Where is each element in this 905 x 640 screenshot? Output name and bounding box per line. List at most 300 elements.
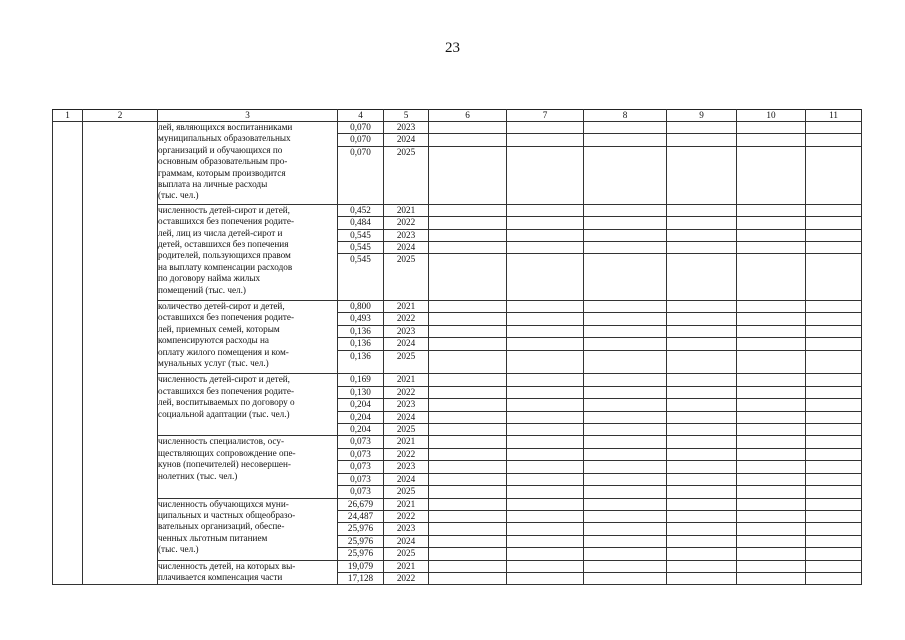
indicator-value: 0,484 [338,217,384,229]
empty-cell-col-8 [584,399,667,411]
empty-cell-col-10 [737,498,806,510]
col-header-2: 2 [83,110,158,122]
description-line: численность детей, на которых вы- [158,560,296,571]
empty-cell-col-6 [429,411,507,423]
col-header-6: 6 [429,110,507,122]
indicator-year: 2025 [384,146,429,204]
empty-cell-col-9 [667,146,737,204]
indicator-value: 25,976 [338,535,384,547]
description-line: ченных льготным питанием [158,532,268,543]
indicator-value: 19,079 [338,560,384,572]
empty-cell-col-7 [507,229,584,241]
empty-cell-col-8 [584,204,667,216]
indicator-year: 2023 [384,229,429,241]
empty-cell-col-8 [584,313,667,325]
indicator-value: 0,204 [338,399,384,411]
empty-cell-col-9 [667,548,737,560]
empty-cell-col-10 [737,217,806,229]
empty-cell-col-7 [507,572,584,584]
empty-cell-col-7 [507,560,584,572]
indicator-value: 25,976 [338,523,384,535]
indicator-value: 0,136 [338,338,384,350]
table-row [53,560,862,572]
empty-cell-col-8 [584,134,667,146]
indicator-year: 2024 [384,535,429,547]
empty-cell-col-6 [429,134,507,146]
indicator-year: 2025 [384,548,429,560]
empty-cell-col-7 [507,486,584,498]
indicator-value: 0,169 [338,374,384,386]
empty-cell-col-9 [667,374,737,386]
indicator-year: 2024 [384,134,429,146]
indicator-value: 26,679 [338,498,384,510]
empty-cell-col-11 [806,486,862,498]
empty-cell-col-10 [737,411,806,423]
description-line: кунов (попечителей) несовершен- [158,459,291,470]
empty-cell-col-11 [806,254,862,301]
empty-cell-col-9 [667,350,737,374]
empty-cell-col-8 [584,473,667,485]
empty-cell-col-11 [806,313,862,325]
indicator-year: 2022 [384,386,429,398]
empty-cell-col-9 [667,473,737,485]
empty-cell-col-11 [806,448,862,460]
empty-cell-col-6 [429,374,507,386]
empty-cell-col-8 [584,411,667,423]
empty-cell-col-10 [737,461,806,473]
empty-cell-col-11 [806,146,862,204]
col-header-9: 9 [667,110,737,122]
empty-cell-col-8 [584,350,667,374]
empty-cell-col-9 [667,535,737,547]
empty-cell-col-11 [806,523,862,535]
page-number: 23 [445,40,460,56]
empty-cell-col-9 [667,436,737,448]
indicator-value: 24,487 [338,510,384,522]
description-line: по договору найма жилых [158,273,261,284]
empty-cell-col-10 [737,204,806,216]
empty-cell-col-9 [667,217,737,229]
table-row [53,301,862,313]
empty-cell-col-6 [429,523,507,535]
empty-cell-col-10 [737,386,806,398]
empty-cell-col-9 [667,204,737,216]
empty-cell-col-10 [737,523,806,535]
indicator-description [158,301,338,374]
empty-cell-col-6 [429,572,507,584]
indicator-value: 0,070 [338,122,384,134]
empty-cell-col-7 [507,313,584,325]
empty-cell-col-9 [667,229,737,241]
description-line: нолетних (тыс. чел.) [158,470,238,481]
empty-cell-col-9 [667,325,737,337]
empty-cell-col-8 [584,229,667,241]
empty-cell-col-6 [429,498,507,510]
empty-cell-col-8 [584,338,667,350]
indicator-value: 17,128 [338,572,384,584]
empty-cell-col-6 [429,486,507,498]
indicator-value: 0,800 [338,301,384,313]
empty-cell-col-8 [584,242,667,254]
empty-cell-col-10 [737,338,806,350]
empty-cell-col-7 [507,242,584,254]
empty-cell-col-8 [584,386,667,398]
empty-cell-col-7 [507,301,584,313]
empty-cell-col-11 [806,122,862,134]
empty-cell-col-8 [584,217,667,229]
empty-cell-col-6 [429,350,507,374]
empty-cell-col-8 [584,254,667,301]
description-line: мунальных услуг (тыс. чел.) [158,358,269,369]
empty-cell-col-7 [507,498,584,510]
indicator-description [158,374,338,436]
description-line: на выплату компенсации расходов [158,261,293,272]
empty-cell-col-7 [507,473,584,485]
description-line: компенсируются расходы на [158,335,270,346]
table-row [53,122,862,134]
description-line: оставшихся без попечения родите- [158,312,295,323]
empty-cell-col-11 [806,548,862,560]
empty-cell-col-8 [584,523,667,535]
indicator-value: 0,493 [338,313,384,325]
empty-cell-col-10 [737,436,806,448]
empty-cell-col-8 [584,448,667,460]
empty-cell-col-7 [507,548,584,560]
empty-cell-col-9 [667,386,737,398]
empty-cell-col-9 [667,399,737,411]
empty-cell-col-11 [806,424,862,436]
empty-cell-col-9 [667,301,737,313]
empty-cell-col-10 [737,548,806,560]
col-header-8: 8 [584,110,667,122]
description-line: численность детей-сирот и детей, [158,374,290,385]
empty-cell-col-10 [737,424,806,436]
empty-cell-col-8 [584,498,667,510]
indicator-year: 2023 [384,325,429,337]
empty-cell-col-9 [667,313,737,325]
indicator-description [158,436,338,498]
empty-cell-col-8 [584,374,667,386]
empty-cell-col-8 [584,301,667,313]
empty-cell-col-11 [806,229,862,241]
empty-cell-col-7 [507,535,584,547]
empty-cell-col-7 [507,510,584,522]
empty-cell-col-7 [507,386,584,398]
empty-cell-col-10 [737,313,806,325]
indicator-value: 0,073 [338,448,384,460]
description-line: ципальных и частных общеобразо- [158,509,296,520]
indicator-value: 0,070 [338,146,384,204]
empty-cell-col-6 [429,229,507,241]
empty-cell-col-6 [429,204,507,216]
indicator-value: 0,073 [338,461,384,473]
indicator-value: 0,073 [338,436,384,448]
indicator-year: 2024 [384,411,429,423]
empty-cell-col-11 [806,301,862,313]
empty-cell-col-10 [737,572,806,584]
table-row [53,204,862,216]
description-line: ществляющих сопровождение опе- [158,447,296,458]
empty-cell-col-7 [507,436,584,448]
empty-cell-col-6 [429,313,507,325]
empty-cell-col-9 [667,254,737,301]
empty-cell-col-10 [737,134,806,146]
empty-cell-col-6 [429,338,507,350]
indicator-value: 0,545 [338,229,384,241]
empty-cell-col-11 [806,572,862,584]
empty-cell-col-6 [429,146,507,204]
empty-cell-col-8 [584,572,667,584]
indicator-year: 2024 [384,338,429,350]
column-2-cell [83,122,158,585]
column-number-row [53,110,862,122]
empty-cell-col-11 [806,242,862,254]
empty-cell-col-11 [806,535,862,547]
empty-cell-col-7 [507,399,584,411]
col-header-10: 10 [737,110,806,122]
empty-cell-col-10 [737,560,806,572]
indicator-year: 2021 [384,436,429,448]
indicator-year: 2025 [384,350,429,374]
empty-cell-col-10 [737,473,806,485]
indicator-table [52,109,862,585]
description-line: (тыс. чел.) [158,190,199,201]
description-line: основным образовательным про- [158,156,288,167]
description-line: численность специалистов, осу- [158,436,285,447]
description-line: оставшихся без попечения родите- [158,385,295,396]
empty-cell-col-10 [737,301,806,313]
indicator-value: 25,976 [338,548,384,560]
indicator-value: 0,136 [338,350,384,374]
empty-cell-col-9 [667,424,737,436]
indicator-value: 0,452 [338,204,384,216]
indicator-description [158,122,338,205]
indicator-year: 2022 [384,313,429,325]
indicator-value: 0,073 [338,473,384,485]
empty-cell-col-8 [584,486,667,498]
empty-cell-col-7 [507,217,584,229]
indicator-year: 2022 [384,510,429,522]
indicator-year: 2021 [384,374,429,386]
empty-cell-col-9 [667,411,737,423]
empty-cell-col-8 [584,146,667,204]
indicator-year: 2025 [384,424,429,436]
empty-cell-col-7 [507,374,584,386]
empty-cell-col-10 [737,229,806,241]
empty-cell-col-8 [584,424,667,436]
empty-cell-col-6 [429,122,507,134]
empty-cell-col-8 [584,325,667,337]
indicator-value: 0,545 [338,254,384,301]
empty-cell-col-11 [806,325,862,337]
empty-cell-col-11 [806,204,862,216]
empty-cell-col-11 [806,411,862,423]
empty-cell-col-11 [806,338,862,350]
empty-cell-col-6 [429,242,507,254]
empty-cell-col-8 [584,436,667,448]
indicator-year: 2022 [384,572,429,584]
empty-cell-col-11 [806,350,862,374]
empty-cell-col-11 [806,560,862,572]
indicator-year: 2022 [384,448,429,460]
empty-cell-col-11 [806,134,862,146]
empty-cell-col-11 [806,374,862,386]
empty-cell-col-6 [429,325,507,337]
empty-cell-col-7 [507,254,584,301]
indicator-year: 2025 [384,254,429,301]
description-line: граммам, которым производится [158,167,286,178]
empty-cell-col-9 [667,122,737,134]
table-row [53,436,862,448]
empty-cell-col-9 [667,523,737,535]
empty-cell-col-7 [507,448,584,460]
empty-cell-col-11 [806,217,862,229]
description-line: лей, являющихся воспитанниками [158,122,293,132]
empty-cell-col-7 [507,411,584,423]
empty-cell-col-10 [737,254,806,301]
indicator-year: 2023 [384,399,429,411]
empty-cell-col-6 [429,217,507,229]
empty-cell-col-10 [737,122,806,134]
empty-cell-col-9 [667,572,737,584]
description-line: детей, оставшихся без попечения [158,239,289,250]
indicator-year: 2021 [384,498,429,510]
description-line: помещений (тыс. чел.) [158,284,246,295]
table-body [53,122,862,585]
empty-cell-col-10 [737,510,806,522]
description-line: оплату жилого помещения и ком- [158,346,289,357]
empty-cell-col-6 [429,399,507,411]
empty-cell-col-10 [737,146,806,204]
description-line: численность обучающихся муни- [158,498,289,509]
empty-cell-col-11 [806,461,862,473]
indicator-value: 0,545 [338,242,384,254]
empty-cell-col-8 [584,461,667,473]
indicator-year: 2024 [384,242,429,254]
col-header-1: 1 [53,110,83,122]
indicator-value: 0,130 [338,386,384,398]
empty-cell-col-6 [429,301,507,313]
indicator-year: 2023 [384,523,429,535]
empty-cell-col-10 [737,242,806,254]
empty-cell-col-7 [507,338,584,350]
table-row [53,374,862,386]
empty-cell-col-8 [584,510,667,522]
indicator-value: 0,073 [338,486,384,498]
description-line: плачивается компенсация части [158,571,283,582]
col-header-4: 4 [338,110,384,122]
empty-cell-col-11 [806,399,862,411]
empty-cell-col-6 [429,461,507,473]
description-line: оставшихся без попечения родите- [158,216,295,227]
description-line: родителей, пользующихся правом [158,250,291,261]
empty-cell-col-11 [806,436,862,448]
empty-cell-col-6 [429,436,507,448]
description-line: организаций и обучающихся по [158,144,283,155]
indicator-value: 0,136 [338,325,384,337]
col-header-11: 11 [806,110,862,122]
indicator-description [158,560,338,585]
indicator-year: 2023 [384,461,429,473]
empty-cell-col-7 [507,325,584,337]
empty-cell-col-11 [806,510,862,522]
empty-cell-col-7 [507,350,584,374]
indicator-year: 2021 [384,204,429,216]
description-line: лей, приемных семей, которым [158,323,280,334]
empty-cell-col-8 [584,122,667,134]
empty-cell-col-9 [667,560,737,572]
empty-cell-col-11 [806,498,862,510]
indicator-year: 2025 [384,486,429,498]
col-header-5: 5 [384,110,429,122]
indicator-year: 2021 [384,560,429,572]
indicator-value: 0,070 [338,134,384,146]
col-header-3: 3 [158,110,338,122]
empty-cell-col-7 [507,461,584,473]
empty-cell-col-7 [507,204,584,216]
description-line: муниципальных образовательных [158,133,291,144]
empty-cell-col-6 [429,254,507,301]
empty-cell-col-6 [429,473,507,485]
column-1-cell [53,122,83,585]
empty-cell-col-9 [667,338,737,350]
empty-cell-col-6 [429,548,507,560]
empty-cell-col-7 [507,134,584,146]
description-line: лей, лиц из числа детей-сирот и [158,227,283,238]
empty-cell-col-10 [737,350,806,374]
empty-cell-col-9 [667,134,737,146]
indicator-year: 2022 [384,217,429,229]
empty-cell-col-6 [429,448,507,460]
table-row [53,498,862,510]
description-line: количество детей-сирот и детей, [158,301,285,312]
indicator-description [158,498,338,560]
empty-cell-col-11 [806,473,862,485]
empty-cell-col-8 [584,535,667,547]
empty-cell-col-6 [429,424,507,436]
empty-cell-col-7 [507,523,584,535]
empty-cell-col-6 [429,386,507,398]
empty-cell-col-9 [667,242,737,254]
empty-cell-col-10 [737,486,806,498]
indicator-year: 2021 [384,301,429,313]
indicator-year: 2023 [384,122,429,134]
empty-cell-col-6 [429,535,507,547]
indicator-value: 0,204 [338,424,384,436]
empty-cell-col-9 [667,486,737,498]
empty-cell-col-11 [806,386,862,398]
description-line: численность детей-сирот и детей, [158,204,290,215]
empty-cell-col-7 [507,424,584,436]
empty-cell-col-7 [507,122,584,134]
empty-cell-col-9 [667,498,737,510]
empty-cell-col-7 [507,146,584,204]
description-line: лей, воспитываемых по договору о [158,397,295,408]
empty-cell-col-10 [737,325,806,337]
empty-cell-col-6 [429,510,507,522]
empty-cell-col-9 [667,461,737,473]
empty-cell-col-9 [667,510,737,522]
description-line: (тыс. чел.) [158,544,199,555]
empty-cell-col-8 [584,560,667,572]
indicator-value: 0,204 [338,411,384,423]
col-header-7: 7 [507,110,584,122]
empty-cell-col-6 [429,560,507,572]
indicator-description [158,204,338,300]
indicator-year: 2024 [384,473,429,485]
empty-cell-col-9 [667,448,737,460]
empty-cell-col-10 [737,535,806,547]
